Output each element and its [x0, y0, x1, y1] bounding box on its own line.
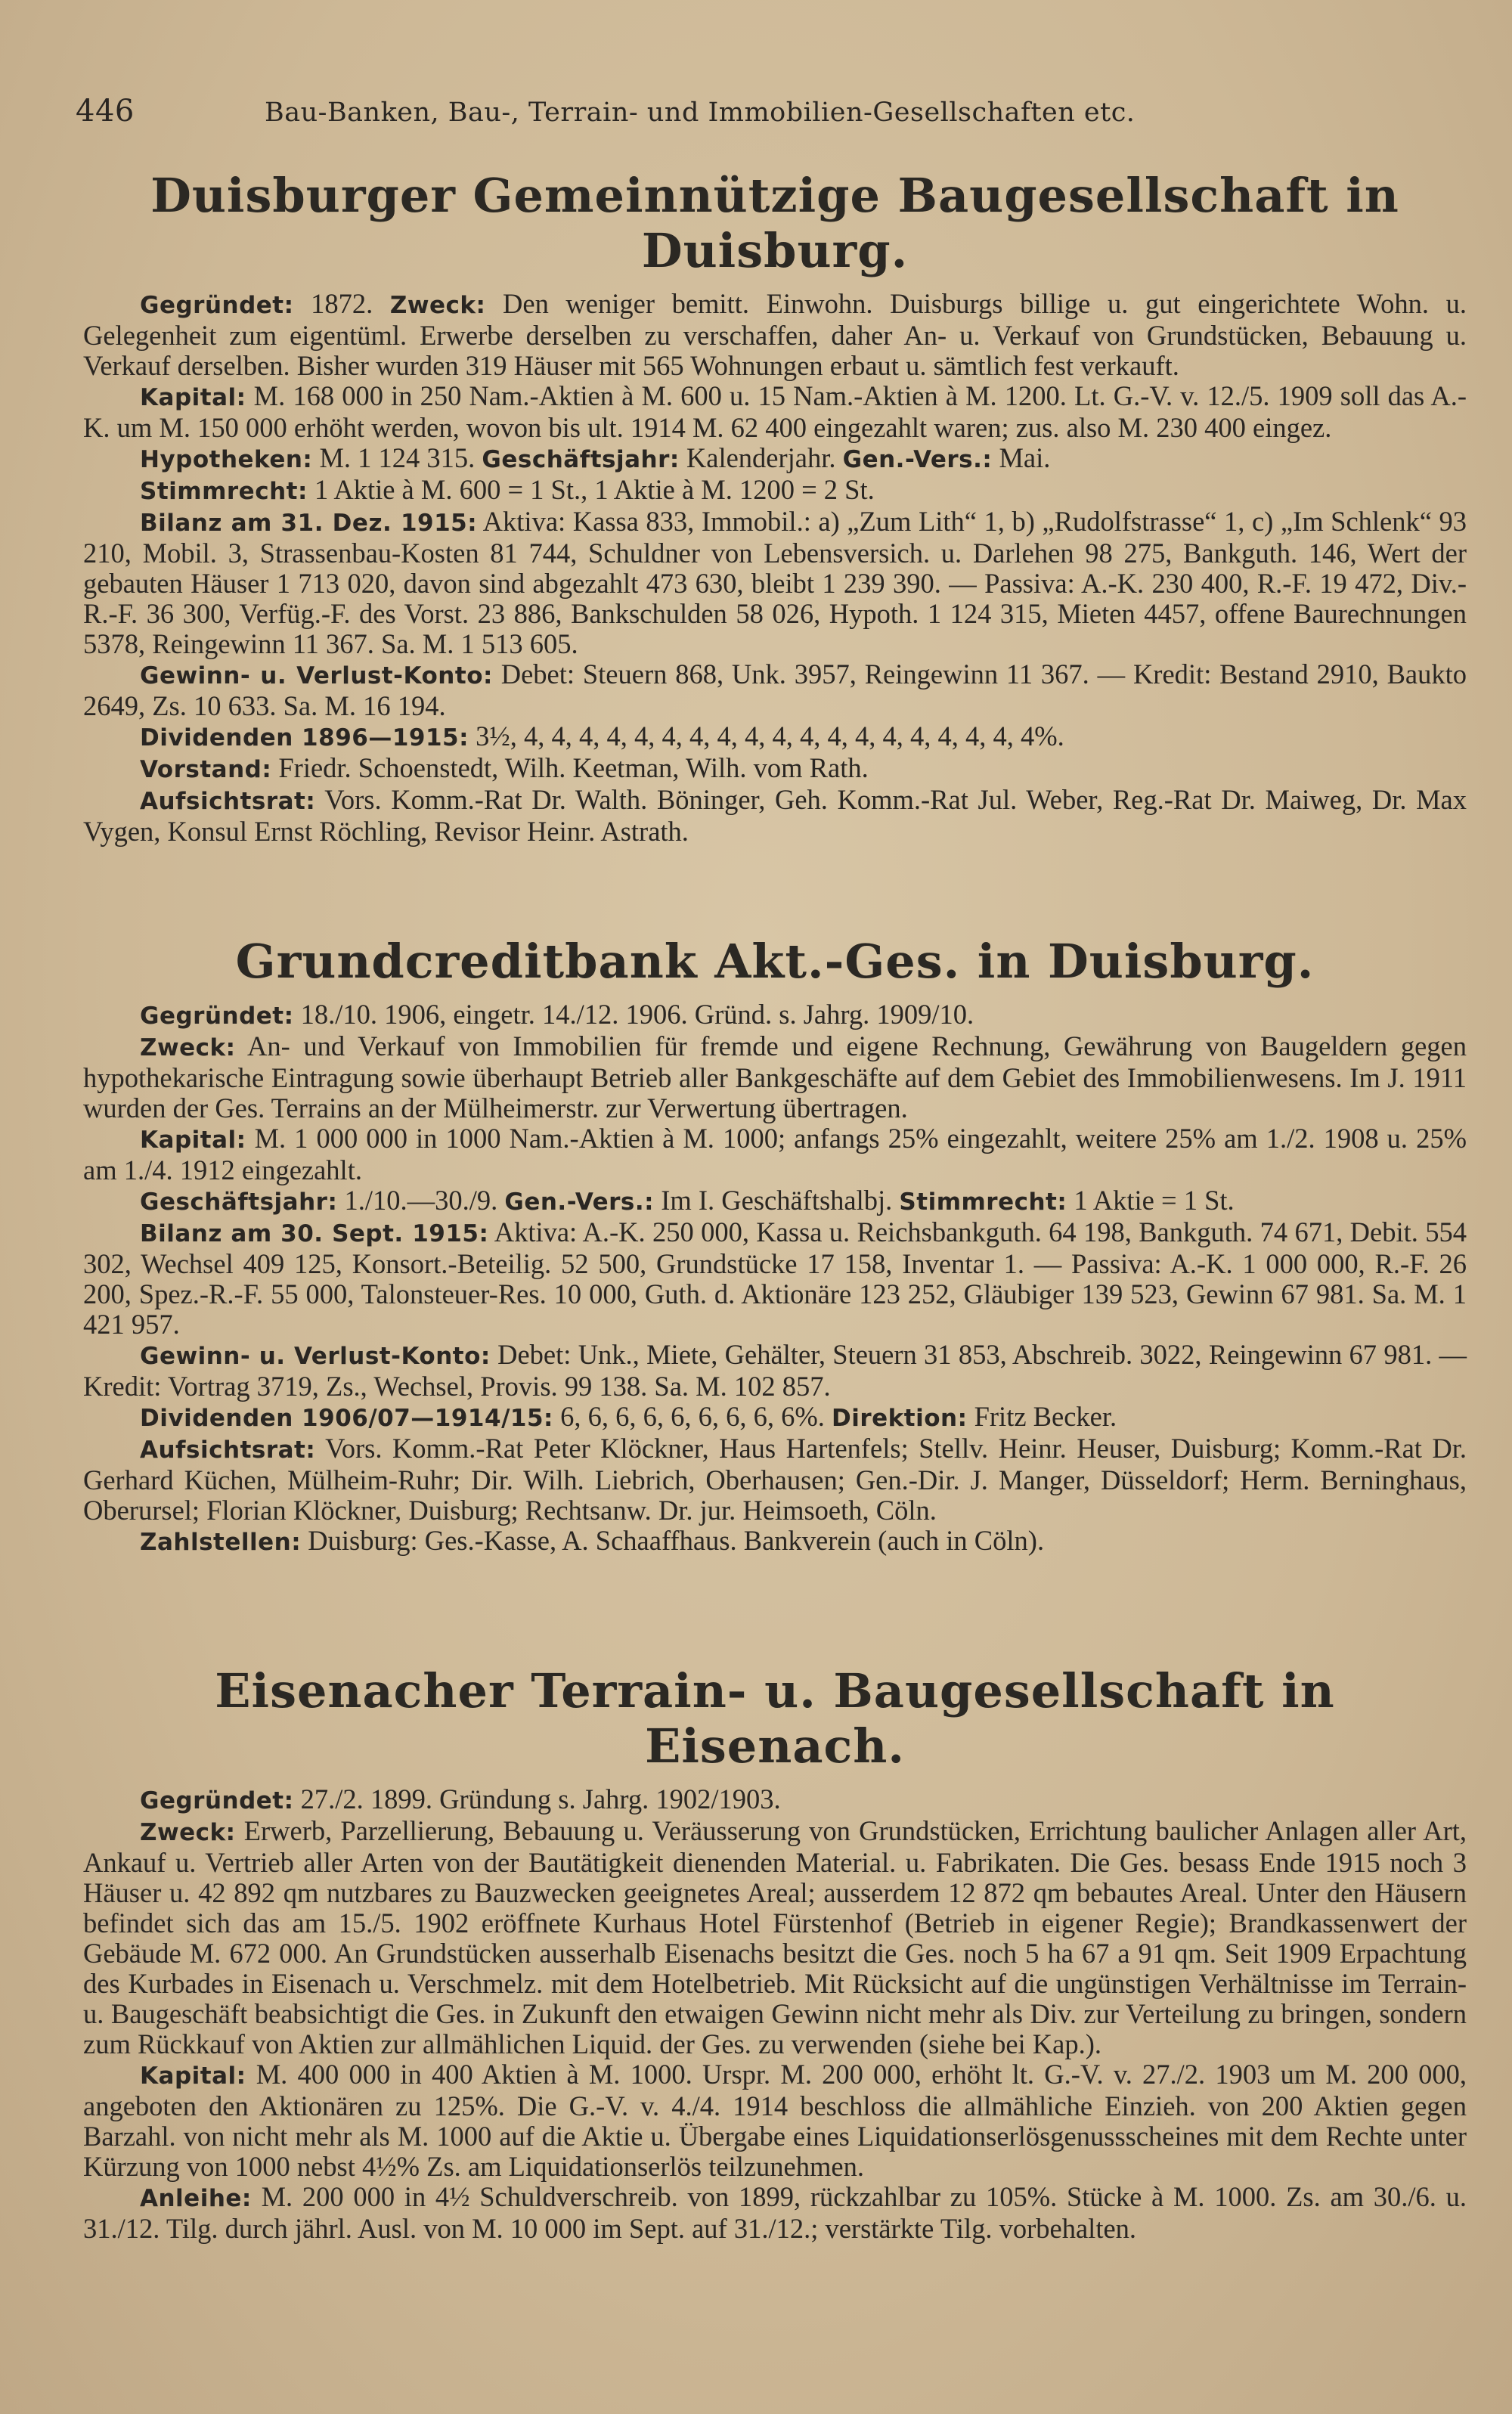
label: Bilanz am 30. Sept. 1915:: [140, 1220, 489, 1247]
company-entry-grundcreditbank: [83, 934, 1467, 1557]
para-zweck: [83, 1031, 1467, 1123]
label: Zweck:: [140, 1034, 236, 1061]
label: Dividenden 1906/07—1914/15:: [140, 1405, 553, 1432]
para-dividenden: [83, 1402, 1467, 1433]
para-gegruendet: [83, 289, 1467, 381]
para-gewinn: [83, 1340, 1467, 1402]
label: Direktion:: [831, 1405, 968, 1432]
running-head: Bau-Banken, Bau-, Terrain- und Immobilien-Gesellschaften etc.: [265, 98, 1136, 128]
para-kapital: [83, 2059, 1467, 2182]
company-title: Eisenacher Terrain- u. Baugesellschaft in Eisenach.: [215, 1663, 1335, 1774]
para-vorstand: [83, 753, 1467, 785]
label: Hypotheken:: [140, 446, 313, 473]
label: Bilanz am 31. Dez. 1915:: [140, 510, 478, 537]
company-title: Grundcreditbank Akt.-Ges. in Duisburg.: [235, 934, 1315, 989]
text: M. 1 000 000 in 1000 Nam.-Aktien à M. 1000; anfangs 25% eingezahlt, weitere 25% am 1./2. 1908 u. 25% am 1./4. 1912 eingezahlt.: [83, 1123, 1467, 1185]
text: 3½, 4, 4, 4, 4, 4, 4, 4, 4, 4, 4, 4, 4, 4, 4, 4, 4, 4, 4, 4%.: [469, 720, 1064, 751]
text: Debet: Steuern 868, Unk. 3957, Reingewinn 11 367. — Kredit: Bestand 2910, Baukto 2649, Zs. 10 633. Sa. M. 16 194.: [83, 659, 1467, 721]
text: 27./2. 1899. Gründung s. Jahrg. 1902/1903.: [293, 1783, 781, 1814]
text: 18./10. 1906, eingetr. 14./12. 1906. Gründ. s. Jahrg. 1909/10.: [293, 999, 974, 1030]
label: Kapital:: [140, 2062, 246, 2090]
text: 1./10.—30./9.: [337, 1185, 505, 1216]
label: Gen.-Vers.:: [842, 446, 993, 473]
text: M. 200 000 in 4½ Schuldverschreib. von 1899, rückzahlbar zu 105%. Stücke à M. 1000. Zs. am 30./6. u. 31./12. Tilg. durch jährl. Ausl. von M. 10 000 im Sept. auf 31./12.; verstärkte Tilg. vorbehalten.: [83, 2181, 1467, 2244]
label: Gegründet:: [140, 292, 294, 319]
text: Friedr. Schoenstedt, Wilh. Keetman, Wilh. vom Rath.: [271, 752, 869, 783]
text: Aktiva: A.-K. 250 000, Kassa u. Reichsbankguth. 64 198, Bankguth. 74 671, Debit. 554 302, Wechsel 409 125, Konsort.-Beteilig. 52 500, Grundstücke 17 158, Inventar 1. — Passiva: A.-K. 1 000 000, R.-F. 26 200, Spez.-R.-F. 55 000, Talonsteuer-Res. 10 000, Guth. d. Aktionäre 123 252, Gläubiger 139 523, Gewinn 67 981. Sa. M. 1 421 957.: [83, 1216, 1467, 1340]
label: Kapital:: [140, 384, 246, 411]
para-zweck: [83, 1816, 1467, 2059]
company-title: Duisburger Gemeinnützige Baugesellschaft in Duisburg.: [150, 168, 1399, 278]
text: Fritz Becker.: [967, 1401, 1117, 1432]
text: 1872.: [293, 288, 390, 319]
para-stimmrecht: [83, 475, 1467, 507]
page-number: 446: [76, 94, 135, 129]
text: Duisburg: Ges.-Kasse, A. Schaaffhaus. Bankverein (auch in Cöln).: [301, 1525, 1045, 1556]
label: Zahlstellen:: [140, 1529, 302, 1556]
label: Gegründet:: [140, 1002, 294, 1030]
page-header: [76, 94, 1459, 129]
label: Gewinn- u. Verlust-Konto:: [140, 662, 493, 689]
para-dividenden: [83, 721, 1467, 753]
label: Aufsichtsrat:: [140, 788, 316, 815]
label: Vorstand:: [140, 756, 272, 783]
label: Stimmrecht:: [899, 1188, 1067, 1216]
para-zahlstellen: [83, 1526, 1467, 1557]
para-gegruendet: [83, 999, 1467, 1031]
label: Gewinn- u. Verlust-Konto:: [140, 1343, 491, 1370]
para-anleihe: [83, 2182, 1467, 2244]
text: Debet: Unk., Miete, Gehälter, Steuern 31 853, Abschreib. 3022, Reingewinn 67 981. — Kredit: Vortrag 3719, Zs., Wechsel, Provis. 99 138. Sa. M. 102 857.: [83, 1339, 1467, 1402]
para-bilanz: [83, 507, 1467, 659]
text: Den weniger bemitt. Einwohn. Duisburgs billige u. gut eingerichtete Wohn. u. Gelegenheit zum eigentüml. Erwerbe derselben zu verschaffen, daher An- u. Verkauf von Grundstücken, Bebauung u. Verkauf derselben. Bisher wurden 319 Häuser mit 565 Wohnungen erbaut u. sämtlich fest verkauft.: [83, 288, 1467, 381]
text: 1 Aktie = 1 St.: [1067, 1185, 1235, 1216]
label: Stimmrecht:: [140, 478, 308, 505]
para-gewinn: [83, 659, 1467, 721]
label: Gegründet:: [140, 1787, 294, 1814]
company-entry-eisenacher: [83, 1663, 1467, 2244]
text: 1 Aktie à M. 600 = 1 St., 1 Aktie à M. 1200 = 2 St.: [307, 474, 875, 505]
label: Geschäftsjahr:: [482, 446, 680, 473]
para-kapital: [83, 381, 1467, 443]
text: Kalenderjahr.: [679, 442, 843, 473]
para-bilanz: [83, 1217, 1467, 1340]
text: M. 400 000 in 400 Aktien à M. 1000. Urspr. M. 200 000, erhöht lt. G.-V. v. 27./2. 1903 um M. 200 000, angeboten den Aktionären zu 125%. Die G.-V. v. 4./4. 1914 beschloss die allmähliche Einzieh. von 200 Aktien gegen Barzahl. von nicht mehr als M. 1000 auf die Aktie u. Übergabe eines Liquidationserlösgenussscheines mit dem Rechte unter Kürzung von 1000 nebst 4½% Zs. am Liquidationserlös teilzunehmen.: [83, 2059, 1467, 2182]
text: Vors. Komm.-Rat Dr. Walth. Böninger, Geh. Komm.-Rat Jul. Weber, Reg.-Rat Dr. Maiweg, Dr. Max Vygen, Konsul Ernst Röchling, Revisor Heinr. Astrath.: [83, 784, 1467, 847]
text: Mai.: [992, 442, 1051, 473]
label: Zweck:: [389, 292, 486, 319]
text: 6, 6, 6, 6, 6, 6, 6, 6, 6%.: [553, 1401, 832, 1432]
company-entry-duisburger: [83, 168, 1467, 847]
label: Dividenden 1896—1915:: [140, 724, 469, 751]
label: Aufsichtsrat:: [140, 1436, 316, 1464]
para-aufsichtsrat: [83, 785, 1467, 847]
para-geschaeftsjahr: [83, 1185, 1467, 1217]
label: Anleihe:: [140, 2185, 252, 2212]
para-hypotheken: [83, 443, 1467, 475]
label: Geschäftsjahr:: [140, 1188, 338, 1216]
text: Aktiva: Kassa 833, Immobil.: a) „Zum Lith“ 1, b) „Rudolfstrasse“ 1, c) „Im Schlenk“ 93 210, Mobil. 3, Strassenbau-Kosten 81 744, Schuldner von Lebensversich. u. Darlehen 98 275, Bankguth. 146, Wert der gebauten Häuser 1 713 020, davon sind abgezahlt 473 630, bleibt 1 239 390. — Passiva: A.-K. 230 400, R.-F. 19 472, Div.-R.-F. 36 300, Verfüg.-F. des Vorst. 23 886, Bankschulden 58 026, Hypoth. 1 124 315, Mieten 4457, offene Baurechnungen 5378, Reingewinn 11 367. Sa. M. 1 513 605.: [83, 506, 1467, 659]
text: M. 1 124 315.: [312, 442, 482, 473]
label: Kapital:: [140, 1126, 246, 1154]
para-kapital: [83, 1123, 1467, 1185]
text: Im I. Geschäftshalbj.: [654, 1185, 900, 1216]
text: An- und Verkauf von Immobilien für fremde und eigene Rechnung, Gewährung von Baugeldern gegen hypothekarische Eintragung sowie überhaupt Betrieb aller Bankgeschäfte auf dem Gebiet des Immobilienwesens. Im J. 1911 wurden der Ges. Terrains an der Mülheimerstr. zur Verwertung übertragen.: [83, 1030, 1467, 1123]
label: Gen.-Vers.:: [504, 1188, 655, 1216]
text: Vors. Komm.-Rat Peter Klöckner, Haus Hartenfels; Stellv. Heinr. Heuser, Duisburg; Komm.-Rat Dr. Gerhard Küchen, Mülheim-Ruhr; Dir. Wilh. Liebrich, Oberhausen; Gen.-Dir. J. Manger, Düsseldorf; Herm. Berninghaus, Oberursel; Florian Klöckner, Duisburg; Rechtsanw. Dr. jur. Heimsoeth, Cöln.: [83, 1433, 1467, 1526]
para-gegruendet: [83, 1784, 1467, 1816]
label: Zweck:: [140, 1819, 236, 1846]
text: M. 168 000 in 250 Nam.-Aktien à M. 600 u. 15 Nam.-Aktien à M. 1200. Lt. G.-V. v. 12./5. 1909 soll das A.-K. um M. 150 000 erhöht werden, wovon bis ult. 1914 M. 62 400 eingezahlt waren; zus. also M. 230 400 eingez.: [83, 380, 1467, 443]
para-aufsichtsrat: [83, 1433, 1467, 1526]
text: Erwerb, Parzellierung, Bebauung u. Veräusserung von Grundstücken, Errichtung baulicher Anlagen aller Art, Ankauf u. Vertrieb aller Arten von der Bautätigkeit dienenden Material. u. Fabrikaten. Die Ges. besass Ende 1915 noch 3 Häuser u. 42 892 qm nutzbares zu Bauzwecken geeignetes Areal; ausserdem 12 872 qm bebautes Areal. Unter den Häusern befindet sich das am 15./5. 1902 eröffnete Kurhaus Hotel Fürstenhof (Betrieb in eigener Regie); Brandkassenwert der Gebäude M. 672 000. An Grundstücken ausserhalb Eisenachs besitzt die Ges. noch 5 ha 67 a 91 qm. Seit 1909 Erpachtung des Kurbades in Eisenach u. Verschmelz. mit dem Hotelbetrieb. Mit Rücksicht auf die ungünstigen Verhältnisse im Terrain- u. Baugeschäft beabsichtigt die Ges. in Zukunft den etwaigen Gewinn nicht mehr als Div. zur Verteilung zu bringen, sondern zum Rückkauf von Aktien zur allmählichen Liquid. der Ges. zu verwenden (siehe bei Kap.).: [83, 1815, 1467, 2059]
